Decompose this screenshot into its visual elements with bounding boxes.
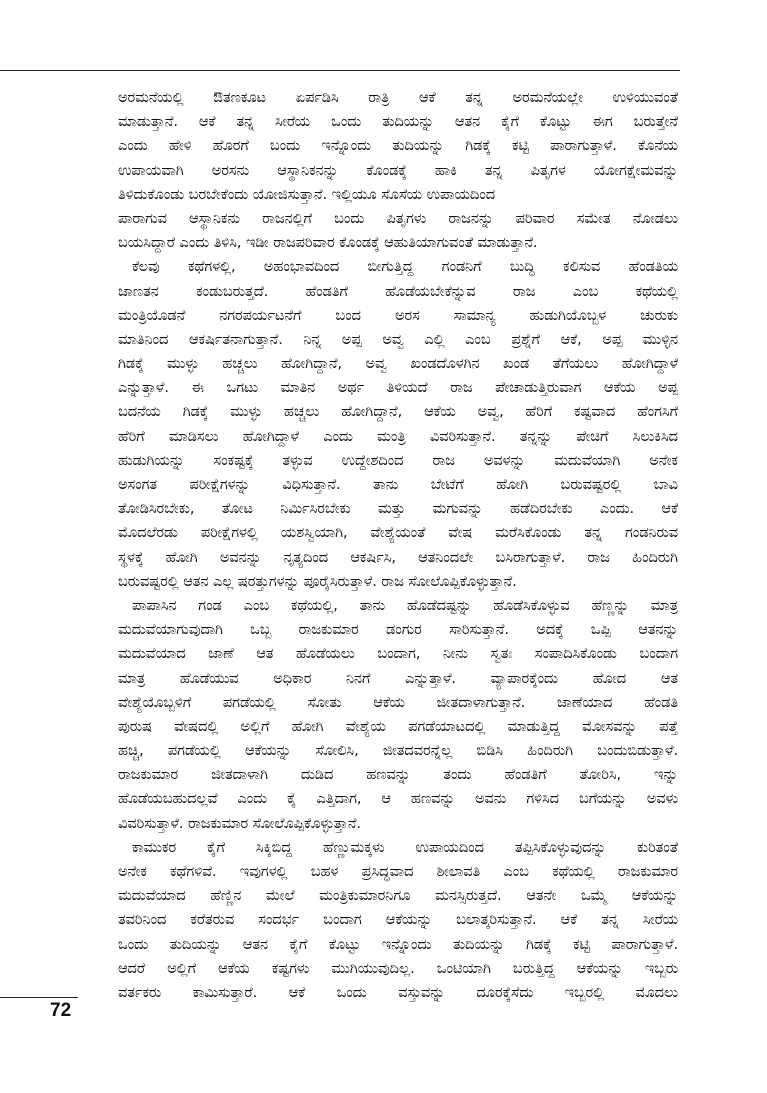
text-line: ಸ್ಥಳಕ್ಕೆ ಹೋಗಿ ಅವನನ್ನು ನೃತ್ಯದಿಂದ ಆಕರ್ಷಿಸಿ, ಆತನಿಂದಲೇ ಬಸಿರಾಗುತ್ತಾಳೆ. ರಾಜ ಹಿಂದಿರುಗಿ [118,548,678,566]
text-line: ಹೆರಿಗೆ ಮಾಡಿಸಲು ಹೋಗಿದ್ದಾಳೆ ಎಂದು ಮಂತ್ರಿ ವಿವರಿಸುತ್ತಾನೆ. ತನ್ನನ್ನು ಪೇಚಿಗೆ ಸಿಲುಕಿಸಿದ [118,427,678,445]
text-line: ಪುರುಷ ವೇಷದಲ್ಲಿ ಅಲ್ಲಿಗೆ ಹೋಗಿ ವೇಶ್ಯೆಯ ಪಗಡೆಯಾಟದಲ್ಲಿ ಮಾಡುತ್ತಿದ್ದ ಮೋಸವನ್ನು ಪತ್ತೆ [118,717,678,735]
text-line: ಮಾತ್ರ ಹೊಡೆಯುವ ಅಧಿಕಾರ ನಿನಗೆ ಎನ್ನುತ್ತಾಳೆ. ವ್ಯಾಪಾರಕ್ಕೆಂದು ಹೋದ ಆತ [118,669,678,687]
text-line: ಬಯಸಿದ್ದಾರೆ ಎಂದು ತಿಳಿಸಿ, ಇಡೀ ರಾಜಪರಿವಾರ ಕೊಂಡಕ್ಕೆ ಆಹುತಿಯಾಗುವಂತೆ ಮಾಡುತ್ತಾನೆ. [118,234,538,252]
text-line: ಮಂತ್ರಿಯೊಡನೆ ನಗರಪರ್ಯಟನೆಗೆ ಬಂದ ಅರಸ ಸಾಮಾನ್ಯ ಹುಡುಗಿಯೊಬ್ಬಳ ಚುರುಕು [118,306,678,324]
text-line: ವರ್ತಕರು ಕಾಮಿಸುತ್ತಾರೆ. ಆಕೆ ಒಂದು ವಸ್ತುವನ್ನು ದೂರಕ್ಕೆಸೆದು ಇಬ್ಬರಲ್ಲಿ ಮೊದಲು [118,983,678,1001]
text-line: ವೇಶ್ಯೆಯೊಬ್ಬಳಿಗೆ ಪಗಡೆಯಲ್ಲಿ ಸೋತು ಆಕೆಯ ಜೀತದಾಳಾಗುತ್ತಾನೆ. ಜಾಣೆಯಾದ ಹೆಂಡತಿ [118,693,678,711]
text-line: ಗಿಡಕ್ಕೆ ಮುಳ್ಳು ಹಚ್ಚಲು ಹೋಗಿದ್ದಾನೆ, ಅವ್ವ ಖಂಡದೊಳಗಿನ ಖಂಡ ತೆಗೆಯಲು ಹೋಗಿದ್ದಾಳೆ [118,355,678,373]
text-line: ಬರುವಷ್ಟರಲ್ಲಿ ಆತನ ಎಲ್ಲ ಷರತ್ತುಗಳನ್ನು ಪೂರೈಸಿರುತ್ತಾಳೆ. ರಾಜ ಸೋಲೊಪ್ಪಿಕೊಳ್ಳುತ್ತಾನೆ. [118,572,517,590]
text-line: ಅರಮನೆಯಲ್ಲಿ ಔತಣಕೂಟ ಏರ್ಪಡಿಸಿ ರಾತ್ರಿ ಆಕೆ ತನ್ನ ಅರಮನೆಯಲ್ಲೇ ಉಳಿಯುವಂತೆ [118,89,678,106]
text-line: ಒಂದು ತುದಿಯನ್ನು ಆತನ ಕೈಗೆ ಕೊಟ್ಟು ಇನ್ನೊಂದು ತುದಿಯನ್ನು ಗಿಡಕ್ಕೆ ಕಟ್ಟಿ ಪಾರಾಗುತ್ತಾಳೆ. [118,935,678,953]
text-line: ಅನೇಕ ಕಥೆಗಳಿವೆ. ಇವುಗಳಲ್ಲಿ ಬಹಳ ಪ್ರಸಿದ್ಧವಾದ ಶೀಲಾವತಿ ಎಂಬ ಕಥೆಯಲ್ಲಿ ರಾಜಕುಮಾರ [118,863,678,880]
text-line: ಹೊಡೆಯಬಹುದಲ್ಲವೆ ಎಂದು ಕೈ ಎತ್ತಿದಾಗ, ಆ ಹಣವನ್ನು ಅವನು ಗಳಿಸಿದ ಬಗೆಯನ್ನು ಅವಳು [118,790,678,808]
paragraph-first-line: ಕಾಮುಕರ ಕೈಗೆ ಸಿಕ್ಕಿಬಿದ್ದ ಹೆಣ್ಣುಮಕ್ಕಳು ಉಪಾಯದಿಂದ ತಪ್ಪಿಸಿಕೊಳ್ಳುವುದನ್ನು ಕುರಿತಂತೆ [132,838,678,856]
text-line: ಮದುವೆಯಾದ ಜಾಣೆ ಆತ ಹೊಡೆಯಲು ಬಂದಾಗ, ನೀನು ಸ್ವತಃ ಸಂಪಾದಿಸಿಕೊಂಡು ಬಂದಾಗ [118,645,678,663]
paragraph-first-line: ಪಾಪಾಸಿನ ಗಂಡ ಎಂಬ ಕಥೆಯಲ್ಲಿ, ತಾನು ಹೊಡೆದಷ್ಟನ್ನು ಹೊಡೆಸಿಕೊಳ್ಳುವ ಹೆಣ್ಣನ್ನು ಮಾತ್ರ [132,596,678,614]
page-number-rule [0,997,78,998]
text-line: ಎಂದು ಹೇಳಿ ಹೊರಗೆ ಬಂದು ಇನ್ನೊಂದು ತುದಿಯನ್ನು ಗಿಡಕ್ಕೆ ಕಟ್ಟಿ ಪಾರಾಗುತ್ತಾಳೆ. ಕೊನೆಯ [118,137,678,155]
text-line: ಆದರೆ ಅಲ್ಲಿಗೆ ಆಕೆಯ ಕಷ್ಟಗಳು ಮುಗಿಯುವುದಿಲ್ಲ. ಒಂಟಿಯಾಗಿ ಬರುತ್ತಿದ್ದ ಆಕೆಯನ್ನು ಇಬ್ಬರು [118,959,678,977]
text-line: ತವರಿನಿಂದ ಕರೆತರುವ ಸಂದರ್ಭ ಬಂದಾಗ ಆಕೆಯನ್ನು ಬಲಾತ್ಕರಿಸುತ್ತಾನೆ. ಆಕೆ ತನ್ನ ಸೀರೆಯ [118,911,678,929]
text-line: ಮದುವೆಯಾದ ಹೆಣ್ಣಿನ ಮೇಲೆ ಮಂತ್ರಿಕುಮಾರನಿಗೂ ಮನಸ್ಸಿರುತ್ತದೆ. ಆತನೇ ಒಮ್ಮೆ ಆಕೆಯನ್ನು [118,887,678,905]
text-line: ಹುಡುಗಿಯನ್ನು ಸಂಕಷ್ಟಕ್ಕೆ ತಳ್ಳುವ ಉದ್ದೇಶದಿಂದ ರಾಜ ಅವಳನ್ನು ಮದುವೆಯಾಗಿ ಅನೇಕ [118,451,678,469]
text-line: ಮೊದಲೆರಡು ಪರೀಕ್ಷೆಗಳಲ್ಲಿ ಯಶಸ್ವಿಯಾಗಿ, ವೇಶ್ಯೆಯಂತೆ ವೇಷ ಮರೆಸಿಕೊಂಡು ತನ್ನ ಗಂಡನಿರುವ [118,524,678,542]
text-line: ಅಸಂಗತ ಪರೀಕ್ಷೆಗಳನ್ನು ವಿಧಿಸುತ್ತಾನೆ. ತಾನು ಬೇಟೆಗೆ ಹೋಗಿ ಬರುವಷ್ಟರಲ್ಲಿ ಬಾವಿ [118,476,678,493]
text-line: ರಾಜಕುಮಾರ ಜೀತದಾಳಾಗಿ ದುಡಿದ ಹಣವನ್ನು ತಂದು ಹೆಂಡತಿಗೆ ತೋರಿಸಿ, ಇನ್ನು [118,766,678,784]
text-line: ತೋಡಿಸಿರಬೇಕು, ತೋಟ ನಿರ್ಮಿಸಿರಬೇಕು ಮತ್ತು ಮಗುವನ್ನು ಹಡೆದಿರಬೇಕು ಎಂದು. ಆಕೆ [118,500,678,518]
paragraph-first-line: ಕೆಲವು ಕಥೆಗಳಲ್ಲಿ, ಅಹಂಭಾವದಿಂದ ಬೀಗುತ್ತಿದ್ದ ಗಂಡನಿಗೆ ಬುದ್ಧಿ ಕಲಿಸುವ ಹೆಂಡತಿಯ [132,258,678,276]
text-line: ಬದನೆಯ ಗಿಡಕ್ಕೆ ಮುಳ್ಳು ಹಚ್ಚಲು ಹೋಗಿದ್ದಾನೆ, ಆಕೆಯ ಅವ್ವ, ಹೆರಿಗೆ ಕಷ್ಟವಾದ ಹೆಂಗಸಿಗೆ [118,403,678,421]
text-line: ಮದುವೆಯಾಗುವುದಾಗಿ ಒಬ್ಬ ರಾಜಕುಮಾರ ಡಂಗುರ ಸಾರಿಸುತ್ತಾನೆ. ಅದಕ್ಕೆ ಒಪ್ಪಿ ಆತನನ್ನು [118,621,678,639]
text-line: ಎನ್ನುತ್ತಾಳೆ. ಈ ಒಗಟು ಮಾತಿನ ಅರ್ಥ ತಿಳಿಯದೆ ರಾಜ ಪೇಚಾಡುತ್ತಿರುವಾಗ ಆಕೆಯ ಅಪ್ಪ [118,379,678,397]
text-line: ಉಪಾಯವಾಗಿ ಅರಸನು ಆಸ್ಥಾನಿಕನನ್ನು ಕೊಂಡಕ್ಕೆ ಹಾಕಿ ತನ್ನ ಪಿತೃಗಳ ಯೋಗಕ್ಷೇಮವನ್ನು [118,161,678,179]
top-rule [0,70,680,71]
text-line: ತಿಳಿದುಕೊಂಡು ಬರಬೇಕೆಂದು ಯೋಜಿಸುತ್ತಾನೆ. ಇಲ್ಲಿಯೂ ಸೊಸೆಯ ಉಪಾಯದಿಂದ [118,185,496,203]
text-line: ಮಾತಿನಿಂದ ಆಕರ್ಷಿತನಾಗುತ್ತಾನೆ. ನಿನ್ನ ಅಪ್ಪ ಅವ್ವ ಎಲ್ಲಿ ಎಂಬ ಪ್ರಶ್ನೆಗೆ ಆಕೆ, ಅಪ್ಪ ಮುಳ್ಳಿನ [118,330,678,348]
text-line: ಜಾಣತನ ಕಂಡುಬರುತ್ತದೆ. ಹೆಂಡತಿಗೆ ಹೊಡೆಯಬೇಕೆನ್ನುವ ರಾಜ ಎಂಬ ಕಥೆಯಲ್ಲಿ [118,282,678,300]
text-line: ಪಾರಾಗುವ ಆಸ್ಥಾನಿಕನು ರಾಜನಲ್ಲಿಗೆ ಬಂದು ಪಿತೃಗಳು ರಾಜನನ್ನು ಪರಿವಾರ ಸಮೇತ ನೋಡಲು [118,209,678,227]
text-line: ಮಾಡುತ್ತಾನೆ. ಆಕೆ ತನ್ನ ಸೀರೆಯ ಒಂದು ತುದಿಯನ್ನು ಆತನ ಕೈಗೆ ಕೊಟ್ಟು ಈಗ ಬರುತ್ತೇನೆ [118,113,678,131]
text-line: ವಿವರಿಸುತ್ತಾಳೆ. ರಾಜಕುಮಾರ ಸೋಲೊಪ್ಪಿಕೊಳ್ಳುತ್ತಾನೆ. [118,814,361,832]
text-line: ಹಚ್ಚಿ, ಪಗಡೆಯಲ್ಲಿ ಆಕೆಯನ್ನು ಸೋಲಿಸಿ, ಜೀತದವರನ್ನೆಲ್ಲ ಬಿಡಿಸಿ ಹಿಂದಿರುಗಿ ಬಂದುಬಿಡುತ್ತಾಳೆ. [118,742,678,760]
page-number: 72 [50,1000,72,1021]
body-text [118,86,678,1005]
